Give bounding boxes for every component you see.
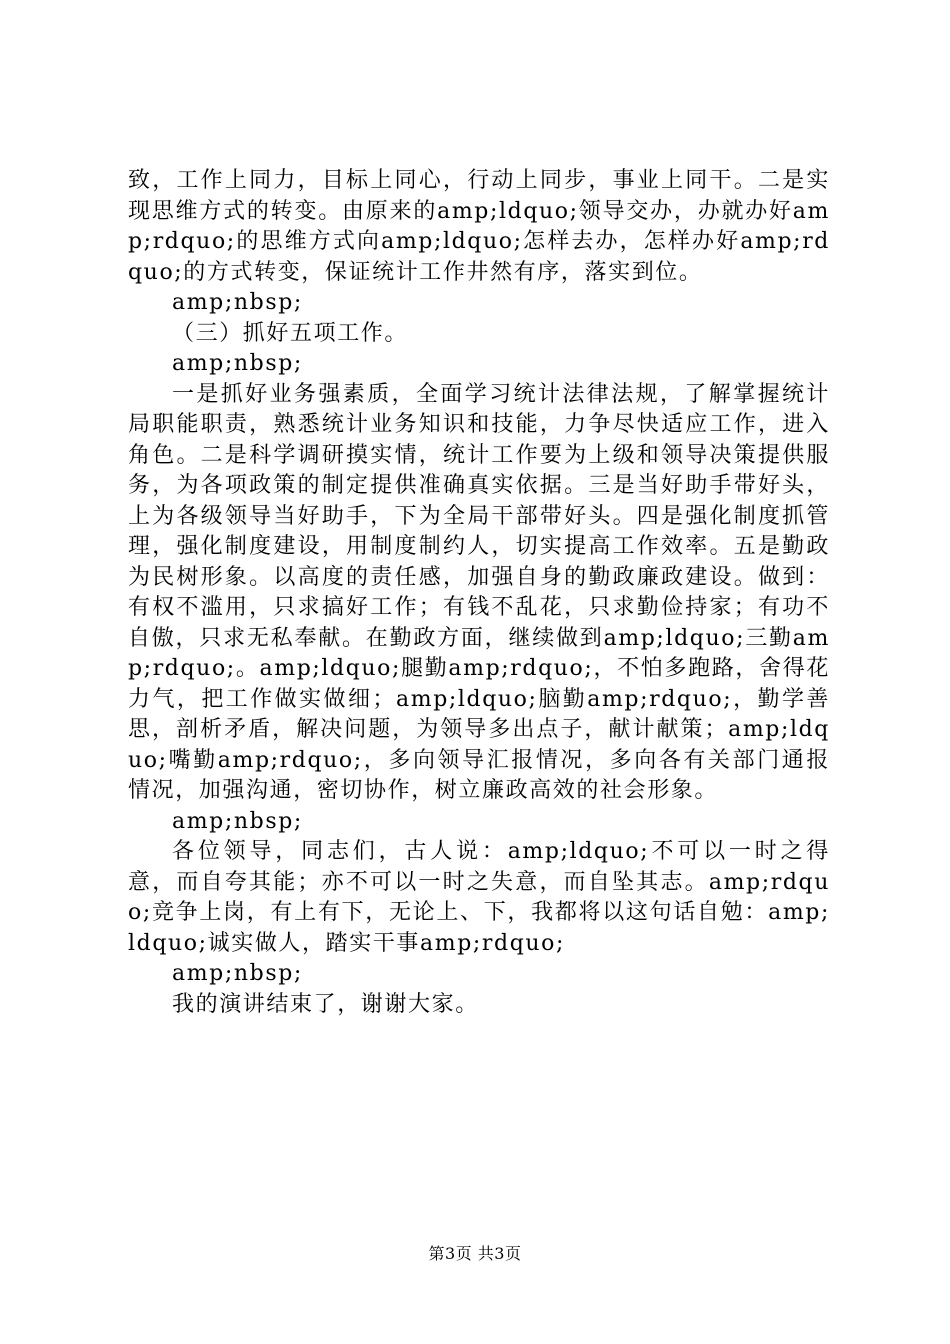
paragraph-blank-marker: amp;nbsp; (172, 290, 303, 315)
paragraph-continuation: 致，工作上同力，目标上同心，行动上同步，事业上同干。二是实现思维方式的转变。由原来的amp;ldquo;领导交办，办就办好amp;rdquo;的思维方式向amp;ldquo;怎样去办，怎样办好amp;rdquo;的方式转变，保证统计工作井然有序，落实到位。 (128, 168, 830, 285)
section-heading: （三）抓好五项工作。 (172, 320, 409, 346)
page-footer (0, 1244, 950, 1264)
paragraph-blank-marker: amp;nbsp; (172, 961, 303, 986)
page-total: 共3页 (477, 1244, 522, 1263)
page-number: 第3页 (428, 1244, 473, 1263)
paragraph-blank-marker: amp;nbsp; (172, 808, 303, 834)
paragraph-thanks: 我的演讲结束了，谢谢大家。 (172, 991, 479, 1017)
paragraph-blank-marker: amp;nbsp; (172, 351, 303, 376)
paragraph-closing-quote: 各位领导，同志们，古人说：amp;ldquo;不可以一时之得意，而自夸其能；亦不可以一时之失意，而自坠其志。amp;rdquo;竞争上岗，有上有下，无论上、下，我都将以这句话自勉：amp;ldquo;诚实做人，踏实干事amp;rdquo; (128, 839, 830, 956)
document-body (128, 166, 830, 1020)
paragraph-five-tasks: 一是抓好业务强素质，全面学习统计法律法规，了解掌握统计局职能职责，熟悉统计业务知识和技能，力争尽快适应工作，进入角色。二是科学调研摸实情，统计工作要为上级和领导决策提供服务，为各项政策的制定提供准确真实依据。三是当好助手带好头，上为各级领导当好助手，下为全局干部带好头。四是强化制度抓管理，强化制度建设，用制度制约人，切实提高工作效率。五是勤政为民树形象。以高度的责任感，加强自身的勤政廉政建设。做到：有权不滥用，只求搞好工作；有钱不乱花，只求勤俭持家；有功不自傲，只求无私奉献。在勤政方面，继续做到amp;ldquo;三勤amp;rdquo;。amp;ldquo;腿勤amp;rdquo;，不怕多跑路，舍得花力气，把工作做实做细；amp;ldquo;脑勤amp;rdquo;，勤学善思，剖析矛盾，解决问题，为领导多出点子，献计献策；amp;ldquo;嘴勤amp;rdquo;，多向领导汇报情况，多向各有关部门通报情况，加强沟通，密切协作，树立廉政高效的社会形象。 (128, 381, 830, 803)
